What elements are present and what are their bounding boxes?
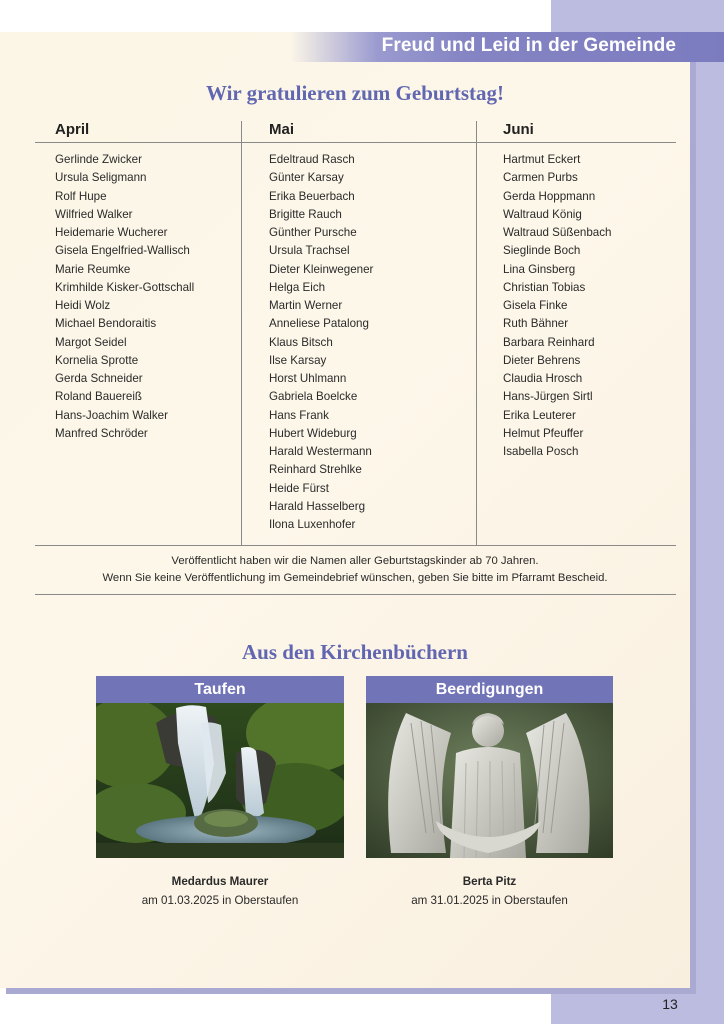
list-item: Hans-Jürgen Sirtl (503, 390, 593, 404)
list-item: Edeltraud Rasch (269, 153, 355, 166)
list-item: Hans-Joachim Walker (55, 408, 168, 422)
list-item: Gerda Hoppmann (503, 189, 596, 203)
section-banner (290, 32, 724, 62)
column-divider (476, 121, 477, 545)
list-item: Kornelia Sprotte (55, 353, 139, 367)
list-item: Erika Leuterer (503, 408, 576, 422)
baptisms-bar: Taufen (96, 676, 344, 703)
funeral-detail: am 31.01.2025 in Oberstaufen (411, 894, 568, 907)
baptism-name: Medardus Maurer (171, 875, 269, 888)
list-item: Gisela Finke (503, 299, 568, 312)
list-item: Rolf Hupe (55, 189, 107, 203)
birthday-table (35, 118, 676, 545)
baptism-entry (96, 875, 344, 907)
list-item: Margot Seidel (55, 335, 127, 349)
section-title: Freud und Leid in der Gemeinde (381, 35, 676, 56)
funeral-name: Berta Pitz (462, 875, 517, 888)
list-item: Dieter Behrens (503, 353, 581, 367)
list-item: Gerlinde Zwicker (55, 153, 142, 166)
name-list (55, 151, 194, 443)
list-item: Hans Frank (269, 408, 329, 422)
list-item: Isabella Posch (503, 445, 579, 458)
list-item: Ursula Trachsel (269, 244, 350, 258)
name-list (269, 151, 373, 534)
list-item: Anneliese Patalong (269, 317, 369, 331)
angel-image (366, 703, 613, 858)
list-item: Manfred Schröder (55, 426, 148, 440)
list-item: Gerda Schneider (55, 372, 143, 385)
list-item: Barbara Reinhard (503, 335, 595, 349)
angel-statue-photo (366, 703, 613, 858)
list-item: Heide Fürst (269, 481, 329, 495)
month-heading: Mai (269, 121, 295, 138)
list-item: Ruth Bähner (503, 317, 569, 331)
list-item: Heidemarie Wucherer (55, 226, 168, 239)
list-item: Martin Werner (269, 299, 343, 312)
list-item: Horst Uhlmann (269, 372, 347, 385)
name-list (503, 151, 611, 461)
note-line: Veröffentlicht haben wir die Namen aller Geburtstagskinder ab 70 Jahren. (171, 555, 539, 567)
list-item: Waltraud König (503, 207, 582, 221)
list-item: Helmut Pfeuffer (503, 426, 584, 440)
list-item: Ilona Luxenhofer (269, 518, 356, 531)
baptism-detail: am 01.03.2025 in Oberstaufen (141, 894, 299, 907)
list-item: Waltraud Süßenbach (503, 226, 612, 239)
list-item: Heidi Wolz (55, 299, 111, 312)
publication-note (0, 553, 710, 586)
list-item: Roland Bauereiß (55, 390, 143, 404)
list-item: Erika Beuerbach (269, 189, 355, 203)
list-item: Günther Pursche (269, 226, 357, 239)
list-item: Helga Eich (269, 280, 326, 294)
list-item: Carmen Purbs (503, 171, 578, 185)
list-item: Wilfried Walker (55, 207, 133, 221)
note-divider-top (35, 545, 676, 546)
column-juni (503, 118, 673, 545)
list-item: Harald Westermann (269, 445, 372, 458)
month-heading: Juni (503, 121, 534, 138)
birthday-heading: Wir gratulieren zum Geburtstag! (205, 81, 505, 105)
list-item: Ursula Seligmann (55, 171, 147, 185)
list-item: Marie Reumke (55, 262, 131, 276)
note-line: Wenn Sie keine Veröffentlichung im Gemeindebrief wünschen, geben Sie bitte im Pfarramt Bescheid. (102, 571, 608, 584)
list-item: Reinhard Strehlke (269, 463, 362, 477)
month-heading: April (55, 121, 90, 138)
column-mai (269, 118, 469, 545)
list-item: Ilse Karsay (269, 353, 327, 367)
list-item: Brigitte Rauch (269, 207, 342, 221)
list-item: Gisela Engelfried-Wallisch (55, 244, 190, 258)
waterfall-photo (96, 703, 344, 858)
list-item: Michael Bendoraitis (55, 317, 157, 331)
list-item: Krimhilde Kisker-Gottschall (55, 280, 195, 294)
list-item: Lina Ginsberg (503, 262, 576, 276)
list-item: Christian Tobias (503, 280, 586, 294)
funerals-bar: Beerdigungen (366, 676, 613, 703)
list-item: Harald Hasselberg (269, 499, 366, 513)
list-item: Dieter Kleinwegener (269, 262, 374, 276)
funeral-entry (366, 875, 613, 907)
note-divider-bottom (35, 594, 676, 595)
list-item: Günter Karsay (269, 171, 344, 185)
list-item: Gabriela Boelcke (269, 390, 358, 404)
waterfall-image (96, 703, 344, 858)
list-item: Claudia Hrosch (503, 372, 583, 385)
list-item: Klaus Bitsch (269, 335, 333, 349)
church-books-heading: Aus den Kirchenbüchern (242, 640, 468, 664)
list-item: Hartmut Eckert (503, 153, 581, 166)
list-item: Hubert Wideburg (269, 426, 357, 440)
column-april (55, 118, 245, 545)
list-item: Sieglinde Boch (503, 244, 581, 258)
page-number: 13 (662, 996, 678, 1012)
